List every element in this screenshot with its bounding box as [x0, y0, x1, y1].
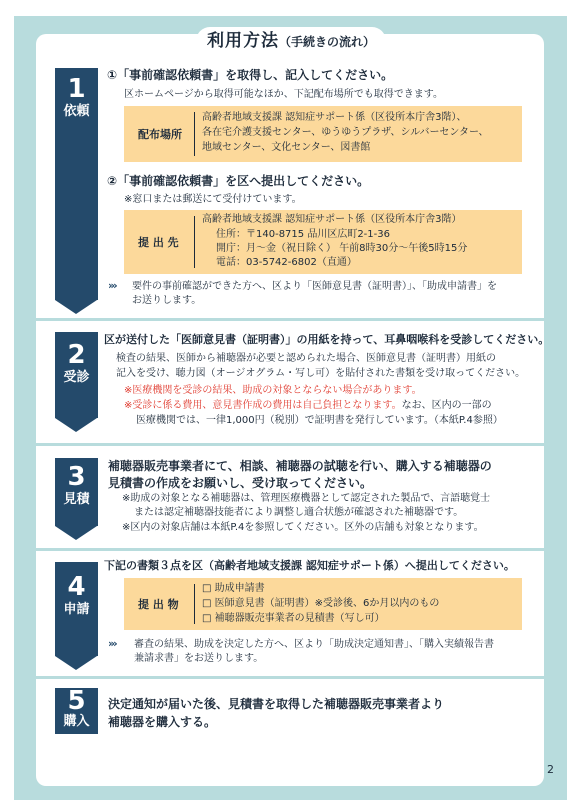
submission-label: 提 出 先 [138, 236, 179, 249]
distribution-line: 各在宅介護支援センター、ゆうゆうプラザ、シルバーセンター、 [202, 127, 489, 138]
step-word: 見積 [63, 492, 90, 507]
step3-line: ※区内の対象店舗は本紙P.4を参照してください。区外の店舗も対象となります。 [122, 522, 484, 533]
step2-heading: 区が送付した「医師意見書（証明書）」の用紙を持って、耳鼻咽喉科を受診してください。 [104, 333, 550, 346]
step2-line: 検査の結果、医師から補聴器が必要と認められた場合、医師意見書（証明書）用紙の [116, 353, 496, 364]
section-divider [36, 443, 544, 446]
step5-heading-line: 決定通知が届いた後、見積書を取得した補聴器販売事業者より [108, 697, 445, 711]
double-chevron-icon: ››› [108, 279, 116, 292]
documents-box [124, 578, 522, 630]
step1-text-1: 区ホームページから取得可能なほか、下記配布場所でも取得できます。 [124, 89, 443, 100]
submission-line: 電話：03-5742-6802（直通） [216, 257, 357, 268]
step3-heading-line: 見積書の作成をお願いし、受け取ってください。 [108, 476, 373, 490]
step-arrow [55, 526, 97, 540]
step1-note-line: 要件の事前確認ができた方へ、区より「医師意見書（証明書）」、「助成申請書」を [132, 281, 497, 292]
document-item: □ 医師意見書（証明書）※受診後、6か月以内のもの [202, 598, 440, 609]
distribution-box [124, 106, 522, 162]
document-item: □ 助成申請書 [202, 583, 265, 594]
step1-note-line: お送りします。 [132, 295, 202, 306]
step2-cost-tail: なお、区内の一部の [401, 400, 492, 411]
document-item: □ 補聴器販売事業者の見積書（写し可） [202, 613, 385, 624]
step1-heading-1: ①「事前確認依頼書」を取得し、記入してください。 [107, 68, 394, 82]
box-divider-line [194, 584, 195, 624]
step3-line: または認定補聴器技能者により調整し適合状態が確認された補聴器です。 [134, 507, 464, 518]
step-1-badge [55, 68, 98, 300]
step5-heading-line: 補聴器を購入する。 [108, 715, 217, 729]
step2-line: 医療機関では、一律1,000円（税別）で証明書を発行しています。（本紙P.4参照） [136, 415, 503, 426]
step-number: 3 [67, 462, 86, 492]
step-arrow [55, 418, 97, 432]
step-word: 購入 [63, 714, 90, 729]
step-number: 2 [67, 340, 86, 370]
section-divider [36, 318, 544, 321]
step1-heading-2: ②「事前確認依頼書」を区へ提出してください。 [107, 174, 370, 188]
step-number: 5 [67, 686, 86, 716]
section-divider [36, 676, 544, 679]
step-word: 申請 [63, 602, 90, 617]
step4-heading: 下記の書類３点を区（高齢者地域支援課 認知症サポート係）へ提出してください。 [104, 559, 515, 572]
distribution-label: 配布場所 [138, 128, 182, 141]
step2-line: 記入を受け、聴力図（オージオグラム・写し可）を貼付された書類を受け取ってください。 [116, 368, 526, 379]
step-4-badge [55, 562, 98, 656]
section-divider [36, 548, 544, 551]
documents-label: 提 出 物 [138, 598, 179, 611]
step-arrow [55, 300, 97, 314]
title-main: 利用方法 [206, 31, 279, 51]
submission-line: 高齢者地域支援課 認知症サポート係（区役所本庁舎3階） [202, 214, 462, 225]
step3-line: ※助成の対象となる補聴器は、管理医療機器として認定された製品で、言語聴覚士 [122, 493, 491, 504]
step2-cost-warning: ※受診に係る費用、意見書作成の費用は自己負担となります。 [124, 400, 402, 411]
step-word: 依頼 [63, 104, 90, 119]
step1-text-2: ※窓口または郵送にて受付けています。 [124, 194, 302, 205]
step-arrow [55, 656, 97, 670]
box-divider-line [194, 216, 195, 268]
step4-note-line: 審査の結果、助成を決定した方へ、区より「助成決定通知書」、「購入実績報告書 [134, 639, 494, 650]
step-word: 受診 [63, 370, 90, 385]
step-2-badge [55, 332, 98, 418]
step-number: 1 [67, 74, 86, 104]
step-number: 4 [67, 572, 86, 602]
step3-heading-line: 補聴器販売事業者にて、相談、補聴器の試聴を行い、購入する補聴器の [108, 459, 492, 473]
step2-warning: ※医療機関を受診の結果、助成の対象とならない場合があります。 [124, 385, 422, 396]
distribution-line: 高齢者地域支援課 認知症サポート係（区役所本庁舎3階）、 [202, 112, 467, 123]
title-sub: （手続きの流れ） [278, 35, 375, 49]
step-3-badge [55, 458, 98, 526]
submission-box [124, 210, 522, 274]
double-chevron-icon: ››› [108, 637, 116, 650]
page-title [196, 27, 386, 55]
submission-line: 住所：〒140-8715 品川区広町2-1-36 [216, 229, 390, 240]
page-number: 2 [547, 763, 554, 776]
step2-cost-line [124, 399, 492, 413]
submission-line: 開庁：月～金（祝日除く） 午前8時30分～午後5時15分 [216, 243, 468, 254]
step-5-badge [55, 688, 98, 734]
step4-note-line: 兼請求書」をお送りします。 [134, 653, 264, 664]
distribution-line: 地域センター、文化センター、図書館 [202, 142, 371, 153]
box-divider-line [194, 112, 195, 156]
